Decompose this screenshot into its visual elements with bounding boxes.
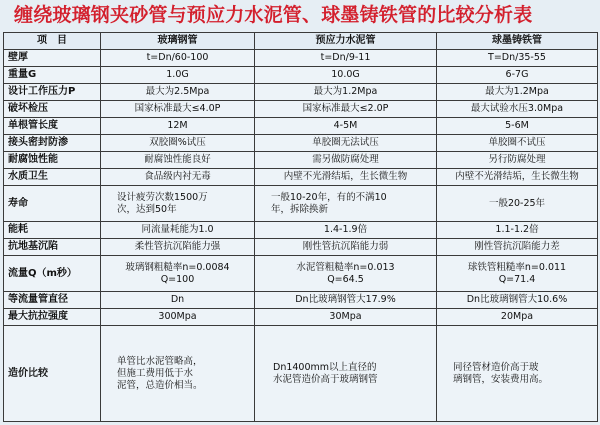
iron-value: Dn比玻璃钢管大10.6% [437, 292, 598, 309]
row-label: 最大抗拉强度 [4, 309, 101, 326]
iron-value: 单胶圈不试压 [437, 135, 598, 152]
table-row [4, 118, 598, 135]
grp-line: 设计疲劳次数1500万 [117, 191, 208, 203]
row-label: 流量Q（m秒） [4, 256, 101, 292]
grp-line: 单管比水泥管略高， [117, 355, 203, 367]
cement-value: 国家标准最大≤2.0P [255, 101, 437, 118]
iron-line: 同径管材造价高于玻 [453, 361, 539, 373]
table-row [4, 186, 598, 222]
grp-value: 300Mpa [101, 309, 255, 326]
cement-value: 1.4-1.9倍 [255, 222, 437, 239]
iron-value: 刚性管抗沉陷能力差 [437, 239, 598, 256]
table-row [4, 239, 598, 256]
cement-value: 最大为1.2Mpa [255, 84, 437, 101]
iron-value: 一般20-25年 [437, 186, 598, 222]
table-row [4, 67, 598, 84]
grp-line: 泥管，总造价相当。 [117, 379, 203, 391]
row-label: 设计工作压力P [4, 84, 101, 101]
row-label: 造价比较 [4, 326, 101, 422]
header-iron-pipe: 球墨铸铁管 [437, 33, 598, 50]
header-item: 项 目 [4, 33, 101, 50]
cement-value: 30Mpa [255, 309, 437, 326]
row-label: 单根管长度 [4, 118, 101, 135]
iron-line: Q=71.4 [498, 273, 536, 285]
comparison-table [3, 32, 598, 422]
iron-value [437, 256, 598, 292]
iron-line: 球铁管粗糙率n=0.011 [467, 261, 567, 273]
grp-value: 耐腐蚀性能良好 [101, 152, 255, 169]
row-label: 寿命 [4, 186, 101, 222]
grp-value: 双胶圈%试压 [101, 135, 255, 152]
row-label: 壁厚 [4, 50, 101, 67]
cement-value [255, 326, 437, 422]
table-row [4, 135, 598, 152]
cement-line: Dn1400mm以上直径的 [273, 361, 377, 373]
cement-value: Dn比玻璃钢管大17.9% [255, 292, 437, 309]
header-row [4, 33, 598, 50]
grp-value: 食品级内衬无毒 [101, 169, 255, 186]
table-row [4, 101, 598, 118]
row-label: 重量G [4, 67, 101, 84]
grp-value: 柔性管抗沉陷能力强 [101, 239, 255, 256]
grp-value: 国家标准最大≤4.0P [101, 101, 255, 118]
grp-value: 同流量耗能为1.0 [101, 222, 255, 239]
grp-value [101, 186, 255, 222]
grp-value [101, 326, 255, 422]
iron-value: T=Dn/35-55 [437, 50, 598, 67]
row-label: 接头密封防渗 [4, 135, 101, 152]
cement-value [255, 256, 437, 292]
row-label: 耐腐蚀性能 [4, 152, 101, 169]
cement-line: 水泥管造价高于玻璃钢管 [273, 373, 378, 385]
iron-value: 6-7G [437, 67, 598, 84]
page-title: 缠绕玻璃钢夹砂管与预应力水泥管、球墨铸铁管的比较分析表 [14, 4, 533, 26]
table-row [4, 169, 598, 186]
table-row [4, 309, 598, 326]
table-row [4, 256, 598, 292]
header-cement-pipe: 预应力水泥管 [255, 33, 437, 50]
grp-value: 1.0G [101, 67, 255, 84]
row-label: 等流量管直径 [4, 292, 101, 309]
iron-value: 内壁不光滑结垢，生长微生物 [437, 169, 598, 186]
iron-value: 5-6M [437, 118, 598, 135]
grp-line: 玻璃钢粗糙率n=0.0084 [125, 261, 230, 273]
cement-value: 刚性管抗沉陷能力弱 [255, 239, 437, 256]
cement-value [255, 186, 437, 222]
cement-line: 水泥管粗糙率n=0.013 [296, 261, 395, 273]
row-label: 水质卫生 [4, 169, 101, 186]
grp-line: Q=100 [160, 273, 195, 285]
iron-line: 璃钢管，安装费用高。 [453, 373, 549, 385]
iron-value [437, 326, 598, 422]
table-row [4, 292, 598, 309]
row-label: 能耗 [4, 222, 101, 239]
grp-value: t=Dn/60-100 [101, 50, 255, 67]
iron-value: 20Mpa [437, 309, 598, 326]
iron-value: 最大试验水压3.0Mpa [437, 101, 598, 118]
table-row [4, 84, 598, 101]
grp-line: 次，达到50年 [117, 203, 177, 215]
grp-value [101, 256, 255, 292]
grp-value: 最大为2.5Mpa [101, 84, 255, 101]
grp-value: 12M [101, 118, 255, 135]
iron-value: 另行防腐处理 [437, 152, 598, 169]
cement-value: 单胶圈无法试压 [255, 135, 437, 152]
grp-line: 但施工费用低于水 [117, 367, 194, 379]
cement-value: 需另做防腐处理 [255, 152, 437, 169]
cement-line: 一般10-20年，有的不满10 [271, 191, 387, 203]
table-row [4, 326, 598, 422]
row-label: 破坏检压 [4, 101, 101, 118]
iron-value: 最大为1.2Mpa [437, 84, 598, 101]
table-row [4, 152, 598, 169]
cement-line: Q=64.5 [327, 273, 364, 285]
row-label: 抗地基沉陷 [4, 239, 101, 256]
table-row [4, 222, 598, 239]
iron-value: 1.1-1.2倍 [437, 222, 598, 239]
cement-value: t=Dn/9-11 [255, 50, 437, 67]
cement-value: 内壁不光滑结垢，生长微生物 [255, 169, 437, 186]
table-row [4, 50, 598, 67]
grp-value: Dn [101, 292, 255, 309]
cement-line: 年，拆除换新 [271, 203, 329, 215]
cement-value: 4-5M [255, 118, 437, 135]
header-grp-pipe: 玻璃钢管 [101, 33, 255, 50]
cement-value: 10.0G [255, 67, 437, 84]
